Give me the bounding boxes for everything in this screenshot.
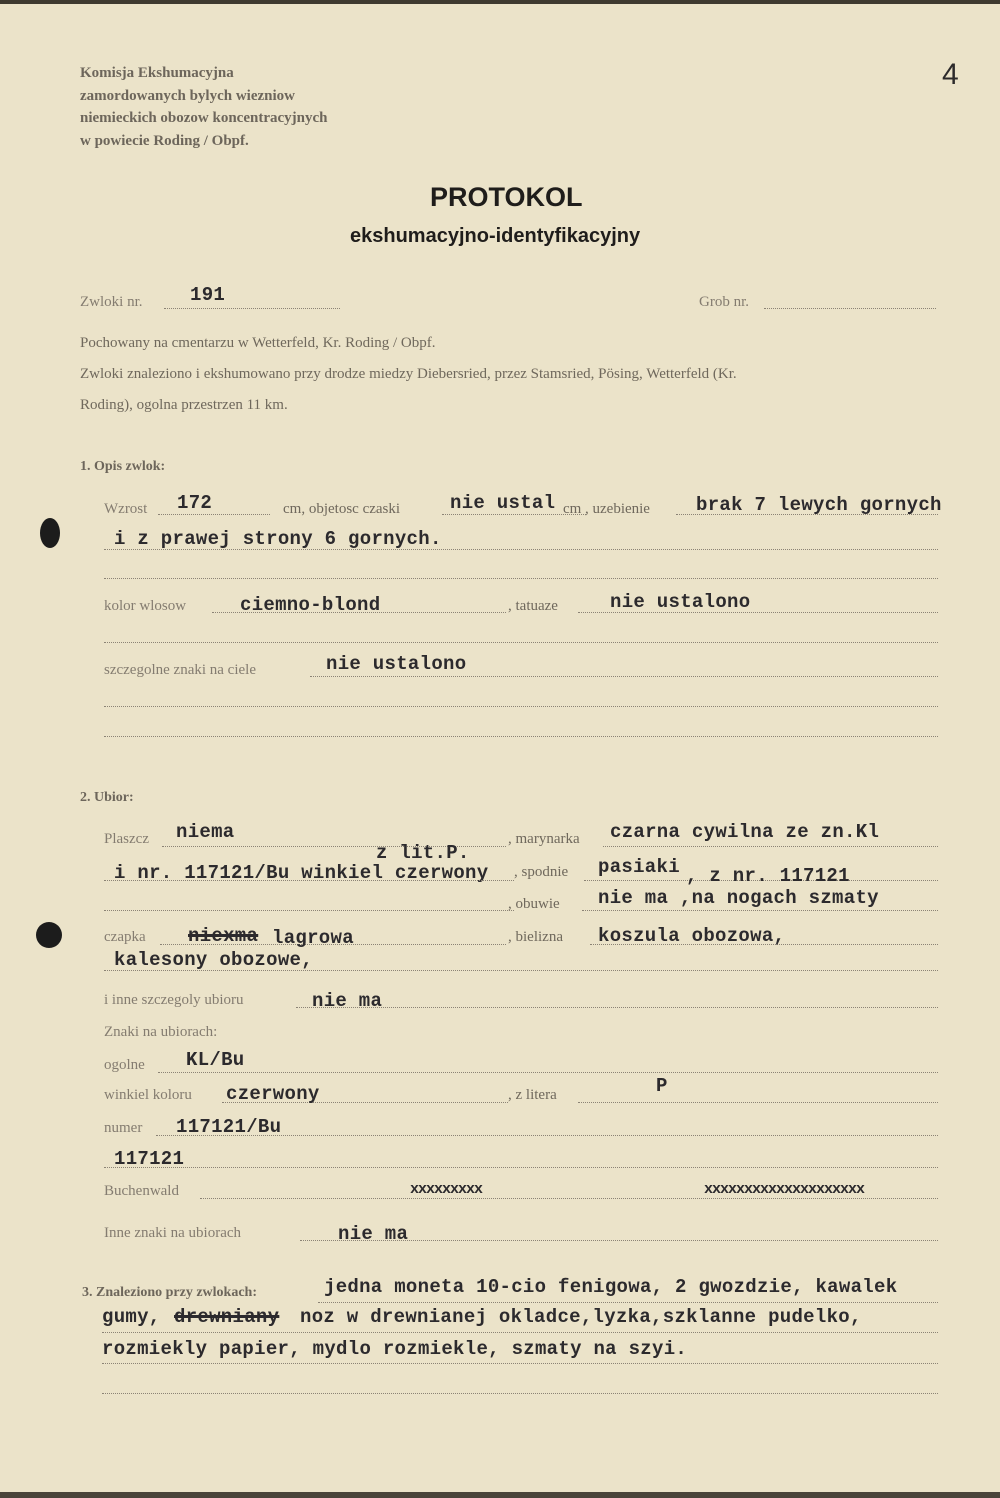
burial-line-1: Pochowany na cmentarzu w Wetterfeld, Kr. Roding / Obpf.: [80, 335, 436, 351]
dotted-line: [764, 308, 936, 309]
dotted-line: [104, 736, 938, 737]
shoes-value: nie ma ,na nogach szmaty: [598, 887, 879, 909]
org-line-4: w powiecie Roding / Obpf.: [80, 133, 249, 149]
org-line-2: zamordowanych bylych wiezniow: [80, 88, 295, 104]
found-items-line-2b: noz w drewnianej okladce,lyzka,szklanne pudelko,: [300, 1306, 862, 1328]
underwear-value: koszula obozowa,: [598, 925, 786, 947]
body-marks-label: szczegolne znaki na ciele: [104, 662, 256, 678]
dotted-line: [104, 910, 514, 911]
binder-hole: [36, 922, 62, 948]
dotted-line: [158, 1072, 938, 1073]
triangle-color-value: czerwony: [226, 1083, 320, 1105]
hair-value: ciemno-blond: [240, 594, 381, 616]
coat-line-2: i nr. 117121/Bu winkiel czerwony: [114, 862, 489, 884]
other-details-value: nie ma: [312, 990, 383, 1012]
org-line-3: niemieckich obozow koncentracyjnych: [80, 110, 328, 126]
general-marks-label: ogolne: [104, 1057, 145, 1073]
trousers-value-2: , z nr. 117121: [686, 865, 850, 887]
buchenwald-struck-1: xxxxxxxxx: [410, 1181, 483, 1198]
burial-line-2: Zwloki znaleziono i ekshumowano przy drodze miedzy Diebersried, przez Stamsried, Pösing, Wetterfeld (Kr.: [80, 366, 737, 382]
dotted-line: [104, 1167, 938, 1168]
letter-value: P: [656, 1075, 668, 1097]
dotted-line: [296, 1007, 938, 1008]
skull-unit: cm: [563, 501, 582, 517]
clothing-marks-heading: Znaki na ubiorach:: [104, 1024, 218, 1040]
dotted-line: [102, 1332, 938, 1333]
other-marks-value: nie ma: [338, 1223, 409, 1245]
teeth-value-line2: i z prawej strony 6 gornych.: [114, 528, 442, 550]
found-items-line-3: rozmiekly papier, mydlo rozmiekle, szmaty na szyi.: [102, 1338, 688, 1360]
dotted-line: [164, 308, 340, 309]
dotted-line: [603, 846, 938, 847]
number-label: numer: [104, 1120, 143, 1136]
teeth-value-line1: brak 7 lewych gornych: [696, 494, 942, 516]
dotted-line: [200, 1198, 938, 1199]
section-2-heading: 2. Ubior:: [80, 790, 134, 805]
binder-hole: [40, 518, 60, 548]
dotted-line: [104, 706, 938, 707]
underwear-line-2: kalesony obozowe,: [114, 949, 313, 971]
section-3-label: 3. Znaleziono przy zwlokach:: [82, 1285, 257, 1300]
body-marks-value: nie ustalono: [326, 653, 467, 675]
height-label: Wzrost: [104, 501, 148, 517]
dotted-line: [318, 1302, 938, 1303]
found-items-line-1: jedna moneta 10-cio fenigowa, 2 gwozdzie, kawalek: [324, 1276, 898, 1298]
height-value: 172: [177, 492, 213, 514]
buchenwald-label: Buchenwald: [104, 1183, 179, 1199]
number-extra: 117121: [114, 1148, 185, 1170]
bottom-edge: [0, 1492, 1000, 1498]
letter-label: , z litera: [508, 1087, 557, 1103]
dotted-line: [582, 910, 938, 911]
section-1-heading: 1. Opis zwlok:: [80, 459, 166, 474]
grave-number-label: Grob nr.: [699, 294, 749, 310]
dotted-line: [102, 1363, 938, 1364]
other-marks-label: Inne znaki na ubiorach: [104, 1225, 242, 1241]
number-value: 117121/Bu: [176, 1116, 282, 1138]
trousers-value: pasiaki: [598, 856, 680, 878]
buchenwald-struck-2: xxxxxxxxxxxxxxxxxxxx: [704, 1181, 865, 1198]
dotted-line: [104, 642, 938, 643]
triangle-color-label: winkiel koloru: [104, 1087, 192, 1103]
dotted-line: [104, 880, 514, 881]
dotted-line: [578, 1102, 938, 1103]
dotted-line: [104, 549, 938, 550]
page-subtitle: ekshumacyjno-identyfikacyjny: [350, 225, 641, 247]
skull-value: nie ustal: [450, 492, 556, 514]
teeth-label: , uzebienie: [585, 501, 650, 517]
page-title: PROTOKOL: [430, 182, 583, 212]
cap-label: czapka: [104, 929, 146, 945]
skull-label: cm, objetosc czaski: [283, 501, 401, 517]
coat-value: niema: [176, 821, 235, 843]
general-marks-value: KL/Bu: [186, 1049, 245, 1071]
other-details-label: i inne szczegoly ubioru: [104, 992, 244, 1008]
top-edge: [0, 0, 1000, 4]
cap-struck-text: niexma: [188, 925, 259, 947]
found-items-line-2a: gumy,: [102, 1306, 161, 1328]
org-line-1: Komisja Ekshumacyjna: [80, 65, 234, 81]
trousers-label: , spodnie: [514, 864, 569, 880]
hair-label: kolor wlosow: [104, 598, 187, 614]
shoes-label: , obuwie: [508, 896, 560, 912]
coat-label: Plaszcz: [104, 831, 149, 847]
dotted-line: [104, 970, 938, 971]
found-items-struck: drewniany: [174, 1306, 280, 1328]
coat-extra: z lit.P.: [376, 842, 470, 864]
dotted-line: [310, 676, 938, 677]
jacket-label: , marynarka: [508, 831, 580, 847]
body-number-value: 191: [190, 284, 226, 306]
tattoo-value: nie ustalono: [610, 591, 751, 613]
jacket-value: czarna cywilna ze zn.Kl: [610, 821, 880, 843]
page-number: 4: [942, 58, 959, 91]
dotted-line: [158, 514, 270, 515]
tattoo-label: , tatuaze: [508, 598, 558, 614]
dotted-line: [102, 1393, 938, 1394]
cap-value: lagrowa: [272, 927, 354, 949]
body-number-label: Zwloki nr.: [80, 294, 143, 310]
dotted-line: [104, 578, 938, 579]
burial-line-3: Roding), ogolna przestrzen 11 km.: [80, 397, 288, 413]
underwear-label: , bielizna: [508, 929, 563, 945]
